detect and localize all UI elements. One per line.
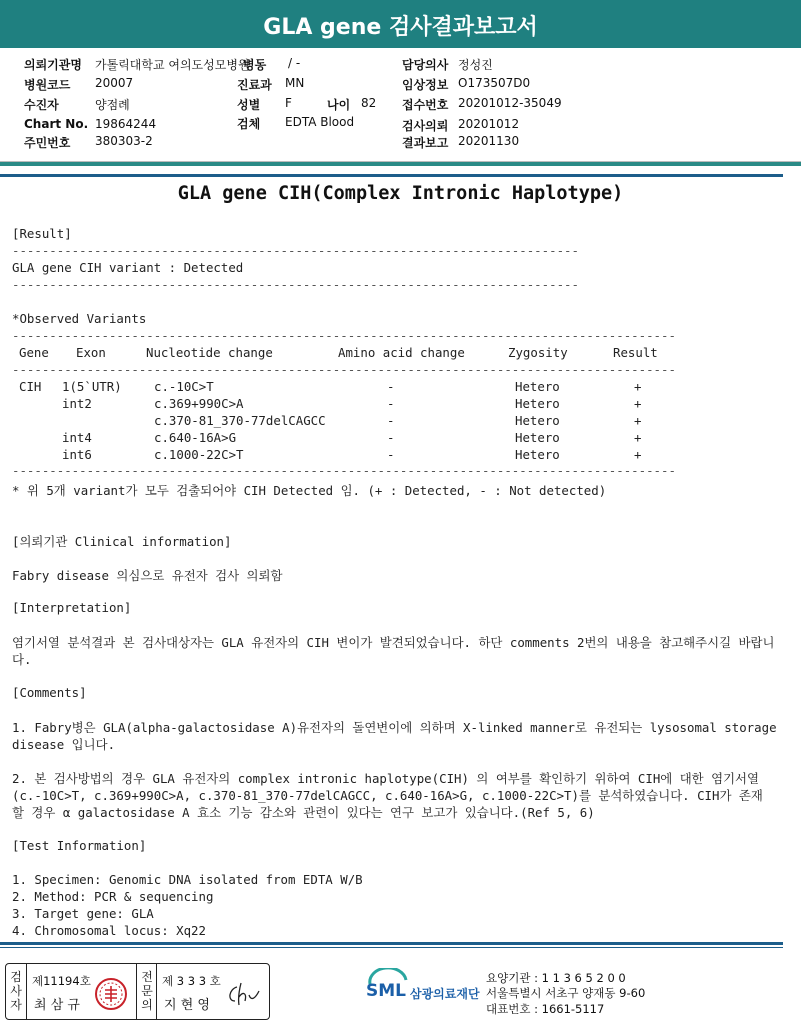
gene-cell: CIH — [19, 379, 42, 394]
dept-label: 진료과 — [237, 78, 272, 92]
amino-acid-cell: - — [387, 447, 395, 462]
observed-heading: *Observed Variants — [12, 311, 147, 326]
zygosity-cell: Hetero — [515, 396, 560, 411]
chart-value: 19864244 — [95, 117, 157, 131]
result-cell: + — [634, 379, 642, 394]
test-info-item: 1. Specimen: Genomic DNA isolated from EDTA W/B — [12, 872, 363, 887]
report-title: GLA gene 검사결과보고서 — [0, 0, 801, 48]
variant-footnote: * 위 5개 variant가 모두 검출되어야 CIH Detected 임. (+ : Detected, - : Not detected) — [12, 483, 607, 498]
test-info-item: 4. Chromosomal locus: Xq22 — [12, 923, 206, 938]
hospital-code-value: 20007 — [95, 76, 134, 90]
report-date-value: 20201130 — [458, 134, 520, 148]
result-cell: + — [634, 447, 642, 462]
org-address: 서울특별시 서초구 양재동 9-60 — [486, 986, 646, 1000]
reviewer-license: 제 3 3 3 호 — [162, 974, 221, 988]
patient-value: 양점례 — [95, 98, 130, 112]
teal-rule — [0, 162, 801, 166]
zygosity-cell: Hetero — [515, 447, 560, 462]
sex-value: F — [285, 96, 292, 110]
interpretation-text: 염기서열 분석결과 본 검사대상자는 GLA 유전자의 CIH 변이가 발견되었습니다. 하단 comments 2번의 내용을 참고해주시길 바랍니다. — [12, 635, 775, 667]
test-info-item: 3. Target gene: GLA — [12, 906, 154, 921]
zygosity-cell: Hetero — [515, 379, 560, 394]
tester-name: 최 삼 규 — [34, 998, 80, 1013]
reviewer-label: 전문의 — [141, 970, 153, 1012]
sex-label: 성별 — [237, 98, 261, 112]
rrn-label: 주민번호 — [24, 136, 71, 150]
dash-line: ----------------------------------------------------------------------------------------- — [12, 362, 676, 377]
section-bottom-rule-thin — [0, 947, 783, 948]
report-date-label: 결과보고 — [402, 136, 449, 150]
exon-cell: int4 — [62, 430, 92, 445]
signature-box — [5, 963, 270, 1020]
receipt-value: 20201012-35049 — [458, 96, 562, 110]
exon-cell: int6 — [62, 447, 92, 462]
result-cell: + — [634, 396, 642, 411]
col-zygosity: Zygosity — [508, 345, 568, 360]
zygosity-cell: Hetero — [515, 413, 560, 428]
doctor-value: 정성진 — [458, 58, 493, 72]
nucleotide-cell: c.-10C>T — [154, 379, 214, 394]
cih-summary: GLA gene CIH variant : Detected — [12, 260, 244, 275]
result-heading: [Result] — [12, 226, 72, 241]
comment-1: 1. Fabry병은 GLA(alpha-galactosidase A)유전자의 돌연변이에 의하며 X-linked manner로 유전되는 lysosomal storage disease 입니다. — [12, 720, 777, 752]
org-phone: 대표번호 : 1661-5117 — [486, 1002, 605, 1016]
comments-heading: [Comments] — [12, 685, 87, 700]
ward-label: 병동 — [243, 58, 267, 72]
ward-value: / - — [288, 56, 301, 70]
section-title: GLA gene CIH(Complex Intronic Haplotype) — [177, 183, 624, 204]
result-cell: + — [634, 413, 642, 428]
tester-license: 제11194호 — [32, 974, 91, 988]
dash-line: ---------------------------------------------------------------------------- — [12, 277, 579, 292]
dash-line: ---------------------------------------------------------------------------- — [12, 243, 579, 258]
institution-label: 의뢰기관명 — [24, 58, 82, 72]
clinical-label: 임상정보 — [402, 78, 449, 92]
signature-icon — [223, 979, 263, 1009]
tester-label: 검사자 — [10, 970, 22, 1012]
nucleotide-cell: c.640-16A>G — [154, 430, 237, 445]
amino-acid-cell: - — [387, 379, 395, 394]
col-nucleotide: Nucleotide change — [146, 345, 273, 360]
test-info-heading: [Test Information] — [12, 838, 147, 853]
request-value: 20201012 — [458, 117, 520, 131]
seal-icon — [94, 977, 128, 1011]
clinical-value: O173507D0 — [458, 76, 531, 90]
test-info-item: 2. Method: PCR & sequencing — [12, 889, 214, 904]
comment-2: 2. 본 검사방법의 경우 GLA 유전자의 complex intronic haplotype(CIH) 의 여부를 확인하기 위하여 CIH에 대한 염기서열(c.-10C>T, c.369+990C>A, c.370-81_370-77delCAGCC, c.640-16A>G, c.1000-22C>T)를 분석하였습니다. CIH가 존재 할 경우 α galactosidase A 효소 기능 감소와 관련이 있다는 연구 보고가 있습니다.(Ref 5, 6) — [12, 771, 763, 820]
result-cell: + — [634, 430, 642, 445]
patient-label: 수진자 — [24, 98, 59, 112]
dash-line: ----------------------------------------------------------------------------------------- — [12, 328, 676, 343]
amino-acid-cell: - — [387, 413, 395, 428]
nucleotide-cell: c.1000-22C>T — [154, 447, 244, 462]
reviewer-name: 지 현 영 — [164, 998, 210, 1013]
clinical-heading: [의뢰기관 Clinical information] — [12, 534, 232, 549]
org-name: 삼광의료재단 — [410, 987, 480, 1001]
zygosity-cell: Hetero — [515, 430, 560, 445]
org-logo-text: SML — [366, 981, 406, 1001]
exon-cell: int2 — [62, 396, 92, 411]
dept-value: MN — [285, 76, 305, 90]
age-value: 82 — [361, 96, 377, 110]
receipt-label: 접수번호 — [402, 98, 449, 112]
specimen-value: EDTA Blood — [285, 115, 355, 129]
specimen-label: 검체 — [237, 117, 261, 131]
section-bottom-rule — [0, 942, 783, 945]
col-gene: Gene — [19, 345, 49, 360]
nucleotide-cell: c.369+990C>A — [154, 396, 244, 411]
hospital-code-label: 병원코드 — [24, 78, 71, 92]
amino-acid-cell: - — [387, 430, 395, 445]
chart-label: Chart No. — [24, 117, 89, 131]
exon-cell: 1(5`UTR) — [62, 379, 122, 394]
col-amino-acid: Amino acid change — [338, 345, 465, 360]
col-exon: Exon — [76, 345, 106, 360]
nucleotide-cell: c.370-81_370-77delCAGCC — [154, 413, 326, 428]
age-label: 나이 — [327, 98, 351, 112]
section-top-rule — [0, 174, 783, 177]
clinical-text: Fabry disease 의심으로 유전자 검사 의뢰함 — [12, 568, 283, 583]
rrn-value: 380303-2 — [95, 134, 153, 148]
institution-value: 가톨릭대학교 여의도성모병원 — [95, 58, 250, 72]
col-result: Result — [613, 345, 658, 360]
interpretation-heading: [Interpretation] — [12, 600, 132, 615]
doctor-label: 담당의사 — [402, 58, 449, 72]
dash-line: ----------------------------------------------------------------------------------------- — [12, 463, 676, 478]
request-label: 검사의뢰 — [402, 119, 449, 133]
amino-acid-cell: - — [387, 396, 395, 411]
org-code: 요양기관 : 1 1 3 6 5 2 0 0 — [486, 971, 626, 985]
